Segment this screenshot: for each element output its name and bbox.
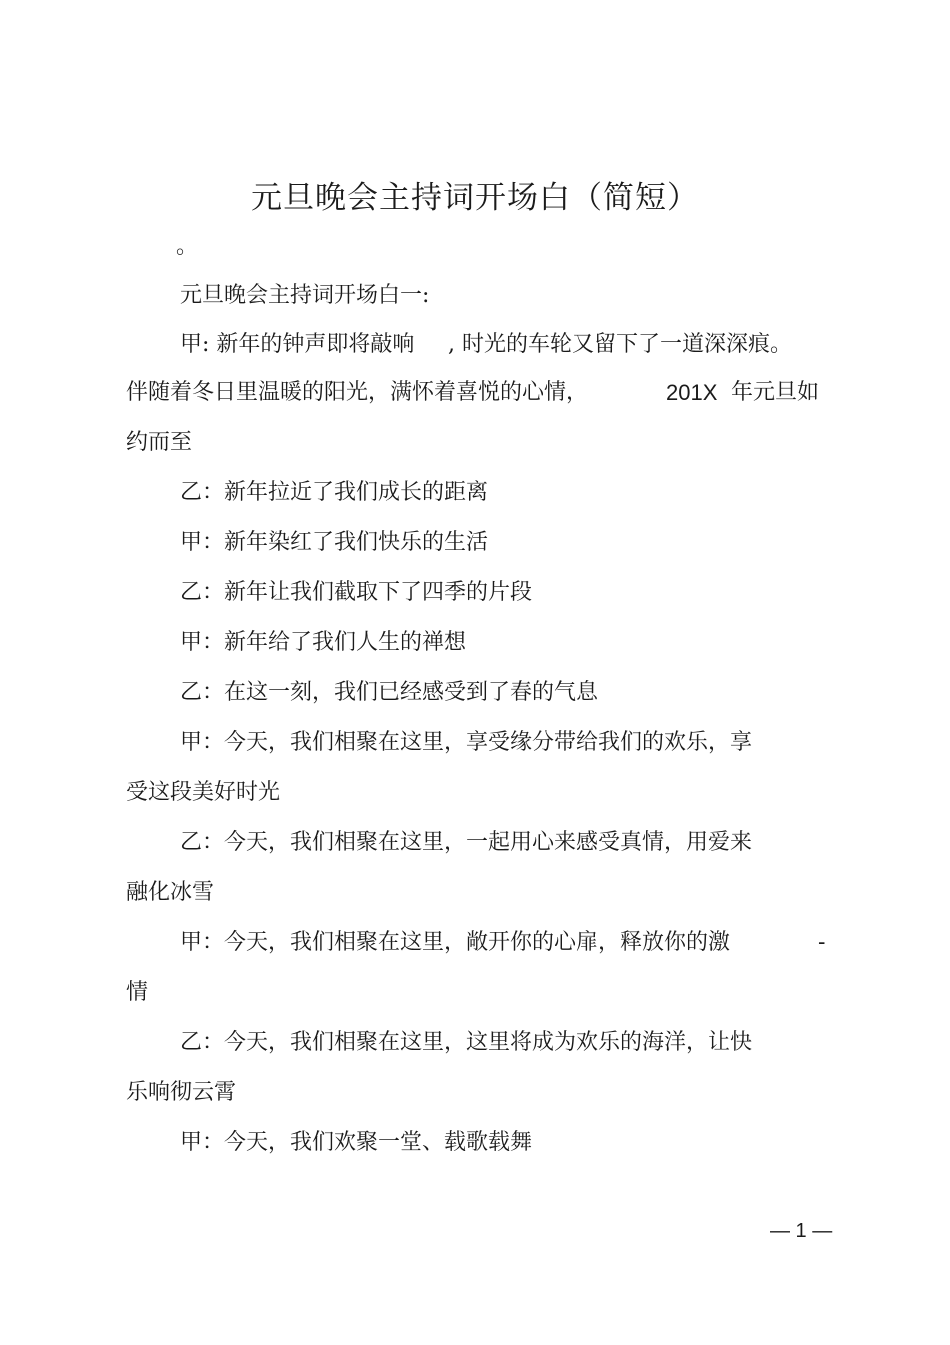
dialogue-line-continued: 受这段美好时光 bbox=[126, 780, 281, 805]
stray-mark: 。 bbox=[176, 234, 199, 259]
page-number: — 1 — bbox=[770, 1220, 833, 1242]
section-heading: 元旦晚会主持词开场白一: bbox=[180, 283, 430, 308]
paragraph-line: 甲: 新年的钟声即将敲响 bbox=[180, 332, 415, 357]
dialogue-line: 甲：今天，我们欢聚一堂、载歌载舞 bbox=[180, 1130, 533, 1155]
paragraph-line: , 时光的车轮又留下了一道深深痕。 bbox=[448, 332, 792, 357]
dialogue-line: 甲：今天，我们相聚在这里，敞开你的心扉，释放你的激 bbox=[180, 930, 731, 955]
dialogue-line: 乙：新年让我们截取下了四季的片段 bbox=[180, 580, 533, 605]
hyphen-mark: - bbox=[818, 930, 826, 955]
dialogue-line: 甲：新年染红了我们快乐的生活 bbox=[180, 530, 489, 555]
dialogue-line: 乙：新年拉近了我们成长的距离 bbox=[180, 480, 489, 505]
dialogue-line: 乙：今天，我们相聚在这里，这里将成为欢乐的海洋，让快 bbox=[180, 1030, 753, 1055]
dialogue-line: 乙：今天，我们相聚在这里，一起用心来感受真情，用爱来 bbox=[180, 830, 753, 855]
year-text: 201X bbox=[666, 380, 718, 405]
dialogue-line: 甲：新年给了我们人生的禅想 bbox=[180, 630, 467, 655]
paragraph-line: 伴随着冬日里温暖的阳光，满怀着喜悦的心情， bbox=[126, 380, 589, 405]
dialogue-line-continued: 情 bbox=[126, 980, 149, 1005]
dialogue-line: 甲：今天，我们相聚在这里，享受缘分带给我们的欢乐，享 bbox=[180, 730, 753, 755]
dialogue-line: 乙：在这一刻，我们已经感受到了春的气息 bbox=[180, 680, 599, 705]
dialogue-line-continued: 融化冰雪 bbox=[126, 880, 215, 905]
paragraph-line: 约而至 bbox=[126, 430, 193, 455]
dialogue-line-continued: 乐响彻云霄 bbox=[126, 1080, 237, 1105]
paragraph-line: 年元旦如 bbox=[731, 380, 820, 405]
document-title: 元旦晚会主持词开场白（简短） bbox=[251, 180, 699, 216]
